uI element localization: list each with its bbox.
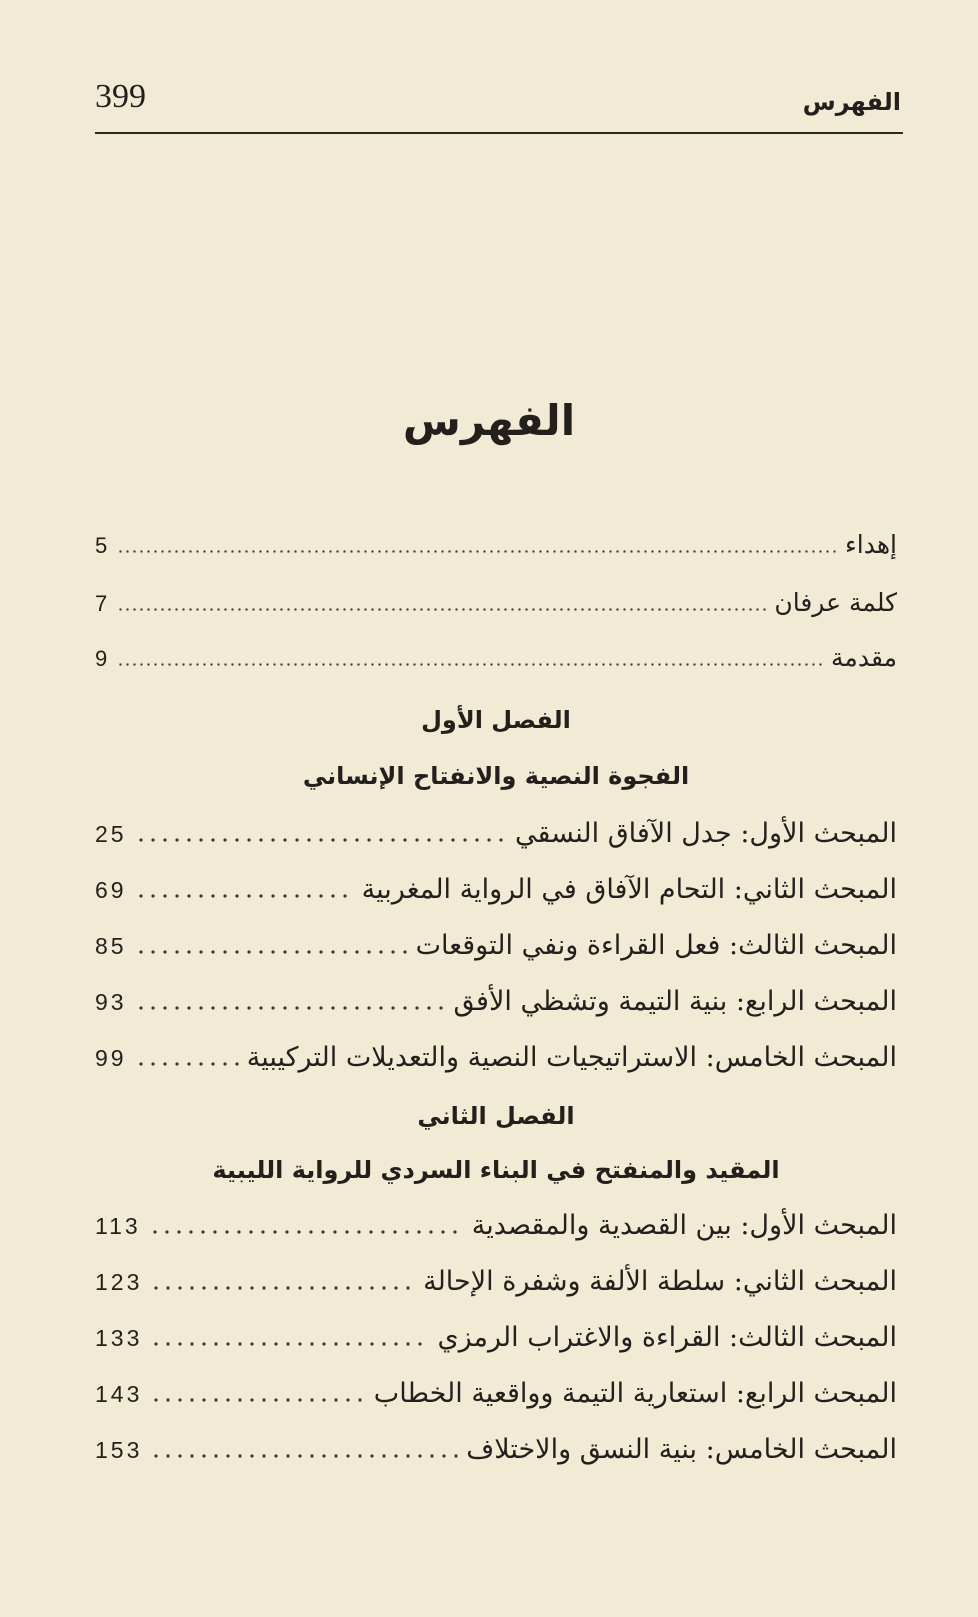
- toc-entry-page: 9: [95, 646, 110, 671]
- toc-entry-page: 99: [95, 1045, 127, 1071]
- toc-entry-page: 5: [95, 533, 110, 558]
- toc-entry-ch2-section-2: [95, 1266, 897, 1316]
- running-title: الفهرس: [802, 88, 901, 116]
- dot-leader: [135, 950, 408, 954]
- dot-leader: [117, 663, 823, 666]
- toc-entry-introduction: [95, 643, 897, 693]
- toc-entry-page: 133: [95, 1325, 143, 1351]
- toc-entry-ch2-section-3: [95, 1322, 897, 1372]
- page-number: 399: [95, 78, 146, 115]
- toc-entry-dedication: [95, 530, 897, 580]
- toc-entry-page: 113: [95, 1213, 141, 1239]
- dot-leader: [135, 1062, 239, 1066]
- toc-entry-page: 153: [95, 1437, 143, 1463]
- toc-entry-label: المبحث الرابع: استعارية التيمة وواقعية الخطاب: [373, 1378, 897, 1409]
- toc-entry-label: المبحث الخامس: الاستراتيجيات النصية والتعديلات التركيبية: [246, 1042, 897, 1073]
- toc-entry-page: 93: [95, 989, 127, 1015]
- dot-leader: [117, 550, 837, 553]
- toc-entry-label: المبحث الثاني: سلطة الألفة وشفرة الإحالة: [423, 1266, 897, 1297]
- chapter-2-subtitle: المقيد والمنفتح في البناء السردي للرواية الليبية: [212, 1156, 780, 1184]
- toc-entry-label: إهداء: [845, 530, 897, 559]
- toc-entry-label: المبحث الثالث: القراءة والاغتراب الرمزي: [437, 1322, 897, 1353]
- dot-leader: [117, 608, 766, 611]
- toc-entry-page: 25: [95, 821, 127, 847]
- toc-entry-ch1-section-1: [95, 818, 897, 868]
- chapter-1-subtitle: الفجوة النصية والانفتاح الإنساني: [302, 762, 690, 790]
- toc-entry-label: المبحث الثاني: التحام الآفاق في الرواية المغربية: [361, 874, 897, 905]
- toc-entry-label: المبحث الأول: جدل الآفاق النسقي: [515, 818, 897, 849]
- toc-entry-page: 69: [95, 877, 127, 903]
- dot-leader: [150, 1398, 365, 1402]
- toc-entry-ch1-section-5: [95, 1042, 897, 1092]
- toc-entry-ch1-section-3: [95, 930, 897, 980]
- toc-entry-acknowledgement: [95, 588, 897, 638]
- toc-entry-page: 143: [95, 1381, 143, 1407]
- toc-entry-label: المبحث الأول: بين القصدية والمقصدية: [471, 1210, 897, 1241]
- dot-leader: [135, 894, 354, 898]
- dot-leader: [135, 838, 507, 842]
- dot-leader: [150, 1286, 415, 1290]
- toc-entry-label: المبحث الثالث: فعل القراءة ونفي التوقعات: [415, 930, 897, 961]
- running-header: [95, 74, 903, 134]
- toc-entry-ch1-section-4: [95, 986, 897, 1036]
- dot-leader: [149, 1230, 464, 1234]
- dot-leader: [135, 1006, 446, 1010]
- dot-leader: [150, 1454, 458, 1458]
- toc-entry-page: 85: [95, 933, 127, 959]
- toc-entry-page: 123: [95, 1269, 143, 1295]
- chapter-1-heading: الفصل الأول: [421, 706, 571, 734]
- toc-entry-ch2-section-4: [95, 1378, 897, 1428]
- toc-entry-label: المبحث الخامس: بنية النسق والاختلاف: [466, 1434, 897, 1465]
- toc-entry-label: مقدمة: [831, 643, 897, 672]
- toc-entry-label: المبحث الرابع: بنية التيمة وتشظي الأفق: [453, 986, 897, 1017]
- page-title: الفهرس: [402, 396, 576, 445]
- dot-leader: [150, 1342, 429, 1346]
- toc-entry-page: 7: [95, 591, 110, 616]
- chapter-2-heading: الفصل الثاني: [417, 1102, 575, 1130]
- toc-entry-ch2-section-1: [95, 1210, 897, 1260]
- toc-entry-ch2-section-5: [95, 1434, 897, 1484]
- toc-entry-ch1-section-2: [95, 874, 897, 924]
- toc-entry-label: كلمة عرفان: [774, 588, 897, 617]
